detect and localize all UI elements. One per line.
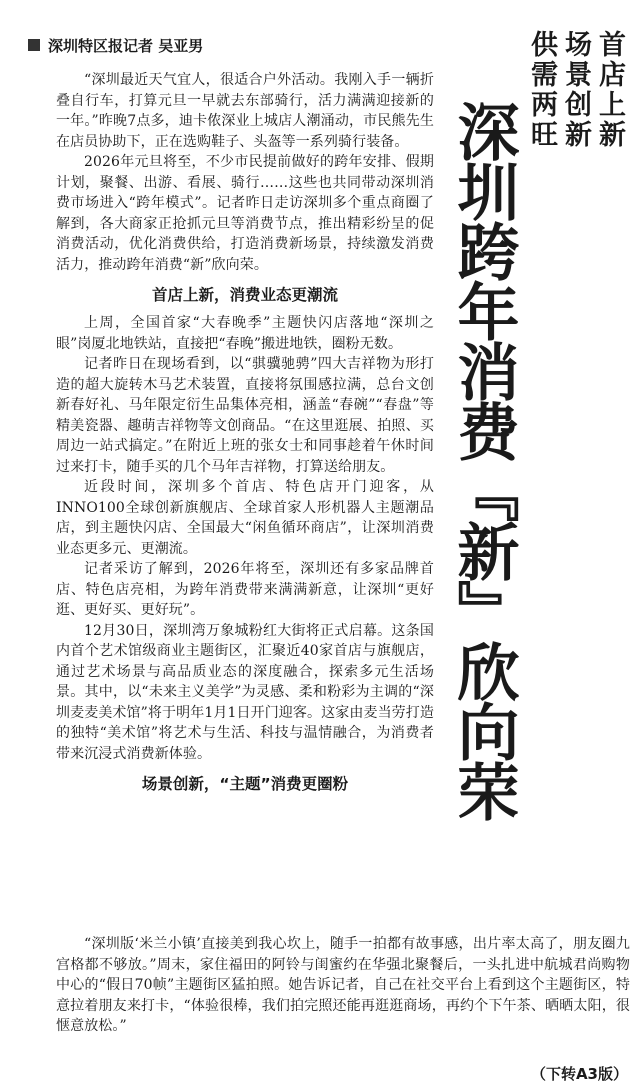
subheading: 首店上新，消费业态更潮流 [151, 286, 338, 304]
deck [524, 30, 626, 150]
continued-note: （下转A3版） [530, 1065, 628, 1083]
paragraph: 上周，全国首家“大春晚季”主题快闪店落地“深圳之眼”岗厦北地铁站，直接把“春晚”搬进地铁，圈粉无数。 [56, 315, 434, 352]
deck-line: 首店上新 [594, 30, 625, 150]
article-bottom [56, 934, 630, 1037]
byline-text: 深圳特区报记者 吴亚男 [48, 36, 204, 55]
paragraph: 近段时间，深圳多个首店、特色店开门迎客，从INNO100全球创新旗舰店、全球首家人形机器人主题潮品店，到主题快闪店、全国最大“闲鱼循环商店”，让深圳消费业态更多元、更潮流。 [56, 479, 434, 557]
main-headline: 深圳跨年消费『新』欣向荣 [447, 100, 520, 820]
paragraph: 2026年元旦将至，不少市民提前做好的跨年安排、假期计划，聚餐、出游、看展、骑行……这些也共同带动深圳消费市场进入“跨年模式”。记者昨日走访深圳多个重点商圈了解到，各大商家正抢抓元旦等消费节点，推出精彩纷呈的促消费活动，优化消费供给，打造消费新场景，持续激发消费活力，推动跨年消费“新”欣向荣。 [56, 154, 434, 273]
subheading: 场景创新，“主题”消费更圈粉 [141, 775, 349, 793]
paragraph: 12月30日，深圳湾万象城粉红大街将正式启幕。这条国内首个艺术馆级商业主题街区，汇聚近40家首店与旗舰店，通过艺术场景与高品质业态的深度融合，探索多元生活场景。其中，以“未来主义美学”为灵感、柔和粉彩为主调的“深圳麦麦美术馆”将于明年1月1日开门迎客。这家由麦当劳打造的独特“美术馆”将艺术与生活、科技与温情融合，为消费者带来沉浸式消费新体验。 [56, 622, 434, 762]
paragraph: “深圳版‘米兰小镇’直接美到我心坎上，随手一拍都有故事感，出片率太高了，朋友圈九宫格都不够放。”周末，家住福田的阿铃与闺蜜约在华强北聚餐后，一头扎进中航城君尚购物中心的“假日70帧”主题街区猛拍照。她告诉记者，自己在社交平台上看到这个主题街区，特意拉着朋友来打卡，“体验很棒，我们拍完照还能再逛逛商场，再约个下午茶、晒晒太阳，很惬意放松。” [56, 936, 630, 1034]
paragraph: “深圳最近天气宜人，很适合户外活动。我刚入手一辆折叠自行车，打算元旦一早就去东部骑行，活力满满迎接新的一年。”昨晚7点多，迪卡侬深业上城店人潮涌动，市民熊先生在店员协助下，正在选购鞋子、头盔等一系列骑行装备。 [56, 72, 434, 150]
headline-block [448, 30, 638, 910]
deck-line: 场景创新 [560, 30, 591, 150]
byline [28, 32, 448, 58]
article-column [56, 70, 434, 802]
paragraph: 记者昨日在现场看到，以“骐骥驰骋”四大吉祥物为形打造的超大旋转木马艺术装置，直接将氛围感拉满，总台文创新春好礼、马年限定衍生品集体亮相，涵盖“春碗”“春盘”等精美瓷器、趣萌吉祥物等文创商品。“在这里逛展、拍照、买周边一站式搞定。”在附近上班的张女士和同事趁着午休时间过来打卡，随手买的几个马年吉祥物，打算送给朋友。 [56, 356, 434, 475]
deck-line: 供需两旺 [526, 30, 557, 150]
square-bullet-icon [28, 39, 40, 51]
paragraph: 记者采访了解到，2026年将至，深圳还有多家品牌首店、特色店亮相，为跨年消费带来满满新意，让深圳“更好逛、更好买、更好玩”。 [56, 561, 434, 618]
